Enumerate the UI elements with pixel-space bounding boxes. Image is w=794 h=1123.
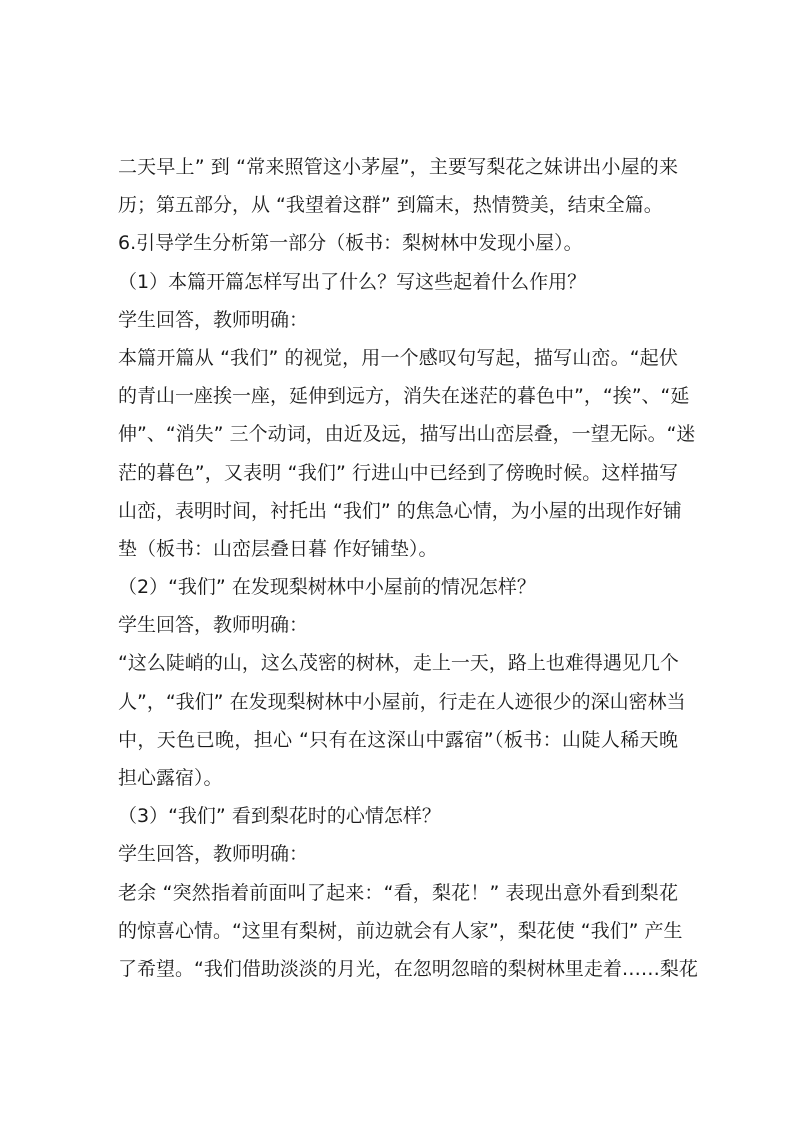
text-line-12: （2）“我们” 在发现梨树林中小屋前的情况怎样？ (118, 576, 536, 599)
text-line-14: “这么陡峭的山，这么茂密的树林，走上一天，路上也难得遇见几个 (118, 652, 679, 675)
text-line-15: 人”，“我们” 在发现梨树林中小屋前，行走在人迹很少的深山密林当 (118, 690, 686, 713)
text-line-20: 老余 “突然指着前面叫了起来：“看，梨花！” 表现出意外看到梨花 (118, 881, 678, 904)
text-line-16: 中，天色已晚，担心 “只有在这深山中露宿”（板书：山陡人稀天晚 (118, 728, 678, 751)
text-line-11: 垫（板书：山峦层叠日暮 作好铺垫）。 (118, 537, 438, 560)
text-line-6: 本篇开篇从 “我们” 的视觉，用一个感叹句写起，描写山峦。“起伏 (118, 346, 678, 369)
text-line-3: 6.引导学生分析第一部分（板书：梨树林中发现小屋）。 (118, 232, 583, 255)
text-line-13: 学生回答，教师明确： (118, 614, 309, 637)
text-line-1: 二天早上” 到 “常来照管这小茅屋”，主要写梨花之妹讲出小屋的来 (118, 156, 678, 178)
text-line-5: 学生回答，教师明确： (118, 308, 309, 331)
text-line-10: 山峦，表明时间，衬托出 “我们” 的焦急心情，为小屋的出现作好铺 (118, 499, 682, 522)
text-line-8: 伸”、“消失” 三个动词，由近及远，描写出山峦层叠，一望无际。“迷 (118, 423, 696, 446)
text-line-21: 的惊喜心情。“这里有梨树，前边就会有人家”，梨花使 “我们” 产生 (118, 919, 683, 942)
text-line-9: 茫的暮色”，又表明 “我们” 行进山中已经到了傍晚时候。这样描写 (118, 461, 678, 484)
text-line-22: 了希望。“我们借助淡淡的月光，在忽明忽暗的梨树林里走着……梨花 (118, 957, 698, 980)
text-line-4: （1）本篇开篇怎样写出了什么？写这些起着什么作用？ (118, 270, 587, 293)
text-line-2: 历；第五部分，从 “我望着这群” 到篇末，热情赞美，结束全篇。 (118, 194, 663, 217)
body-text (118, 148, 698, 988)
text-line-7: 的青山一座挨一座，延伸到远方，消失在迷茫的暮色中”，“挨”、“延 (118, 385, 690, 408)
text-line-19: 学生回答，教师明确： (118, 843, 309, 866)
text-line-18: （3）“我们” 看到梨花时的心情怎样？ (118, 805, 441, 828)
text-line-17: 担心露宿）。 (118, 767, 223, 789)
